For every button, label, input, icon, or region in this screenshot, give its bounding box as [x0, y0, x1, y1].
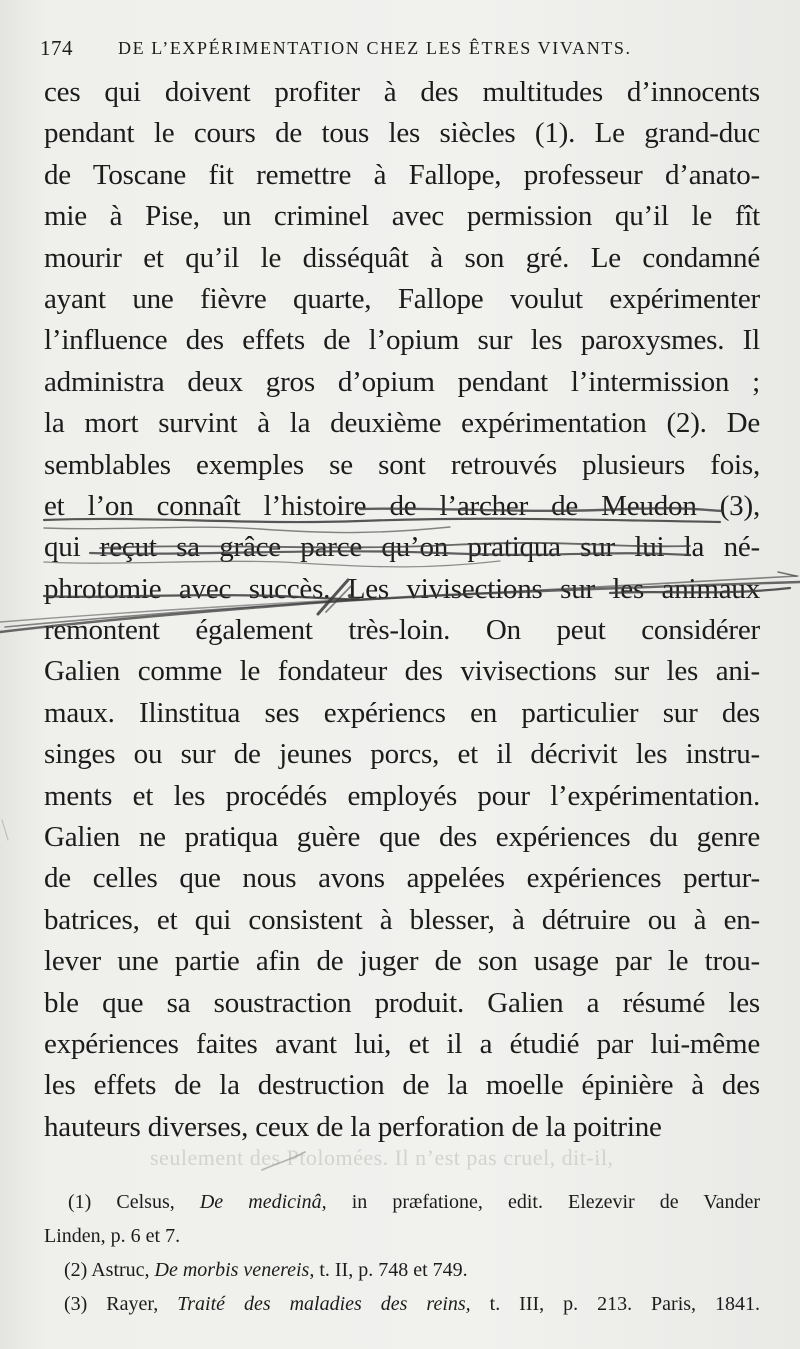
text-line: mourir et qu’il le disséquât à son gré. Le condamné	[44, 241, 760, 274]
text-line: semblables exemples se sont retrouvés plusieurs fois,	[44, 448, 760, 481]
footnote-1-author: (1) Celsus,	[68, 1191, 175, 1213]
text-line: de Toscane fit remettre à Fallope, professeur d’anato-	[44, 158, 760, 191]
pencil-scratch-left	[2, 820, 8, 840]
text-line: et l’on connaît l’histoire de l’archer de Meudon (3),	[44, 489, 760, 522]
footnote-3-rest: t. III, p. 213. Paris, 1841.	[489, 1293, 761, 1315]
footnote-1	[44, 1185, 760, 1219]
page-number: 174	[40, 36, 73, 60]
footnote-1-rest: in præfatione, edit. Elezevir de Vander	[351, 1191, 760, 1213]
text-line: maux. Ilinstitua ses expériencs en particulier sur des	[44, 696, 760, 729]
text-line: la mort survint à la deuxième expérimentation (2). De	[44, 407, 760, 440]
running-head: DE L’EXPÉRIMENTATION CHEZ LES ÊTRES VIVANTS.	[118, 38, 632, 58]
text-line: pendant le cours de tous les siècles (1). Le grand-duc	[44, 117, 760, 150]
text-line: de celles que nous avons appelées expériences pertur-	[44, 862, 760, 895]
footnote-2-rest: t. II, p. 748 et 749.	[319, 1259, 468, 1281]
page-header	[40, 36, 760, 66]
text-line: expériences faites avant lui, et il a étudié par lui-même	[44, 1027, 760, 1060]
footnote-1-title: De medicinâ,	[199, 1191, 327, 1213]
footnote-2	[44, 1253, 760, 1287]
footnote-3-author: (3) Rayer,	[64, 1293, 159, 1315]
footnote-3	[44, 1287, 760, 1321]
text-line: ces qui doivent profiter à des multitudes d’innocents	[44, 76, 760, 108]
text-line: qui reçut sa grâce parce qu’on pratiqua sur lui la né-	[44, 531, 760, 564]
text-line: ble que sa soustraction produit. Galien a résumé les	[44, 986, 760, 1019]
text-line: batrices, et qui consistent à blesser, à détruire ou à en-	[44, 903, 760, 936]
text-line: singes ou sur de jeunes porcs, et il décrivit les instru-	[44, 738, 760, 771]
text-line: Galien comme le fondateur des vivisections sur les ani-	[44, 655, 760, 688]
text-line: phrotomie avec succès. Les vivisections sur les animaux	[44, 572, 760, 605]
footnotes	[44, 1185, 760, 1321]
text-line: les effets de la destruction de la moelle épinière à des	[44, 1069, 760, 1102]
text-line: mie à Pise, un criminel avec permission qu’il le fît	[44, 200, 760, 233]
footnote-3-title: Traité des maladies des reins,	[177, 1293, 471, 1315]
bleed-through-text: seulement des Ptolomées. Il n’est pas cruel, dit-il,	[150, 1145, 614, 1170]
footnote-2-title: De morbis venereis,	[154, 1259, 315, 1281]
footnote-2-author: (2) Astruc,	[64, 1259, 150, 1281]
text-line: remontent également très-loin. On peut considérer	[44, 614, 760, 647]
body-text	[44, 72, 760, 1148]
text-line: lever une partie afin de juger de son usage par le trou-	[44, 945, 760, 978]
text-line: ayant une fièvre quarte, Fallope voulut expérimenter	[44, 282, 760, 315]
footnote-1-continuation: Linden, p. 6 et 7.	[44, 1225, 181, 1247]
text-line: hauteurs diverses, ceux de la perforation de la poitrine	[44, 1110, 662, 1143]
text-line: l’influence des effets de l’opium sur les paroxysmes. Il	[44, 324, 760, 357]
text-line: Galien ne pratiqua guère que des expériences du genre	[44, 821, 760, 854]
text-line: administra deux gros d’opium pendant l’intermission ;	[44, 365, 760, 398]
text-line: ments et les procédés employés pour l’expérimentation.	[44, 779, 760, 812]
pencil-tick-right	[778, 572, 796, 576]
